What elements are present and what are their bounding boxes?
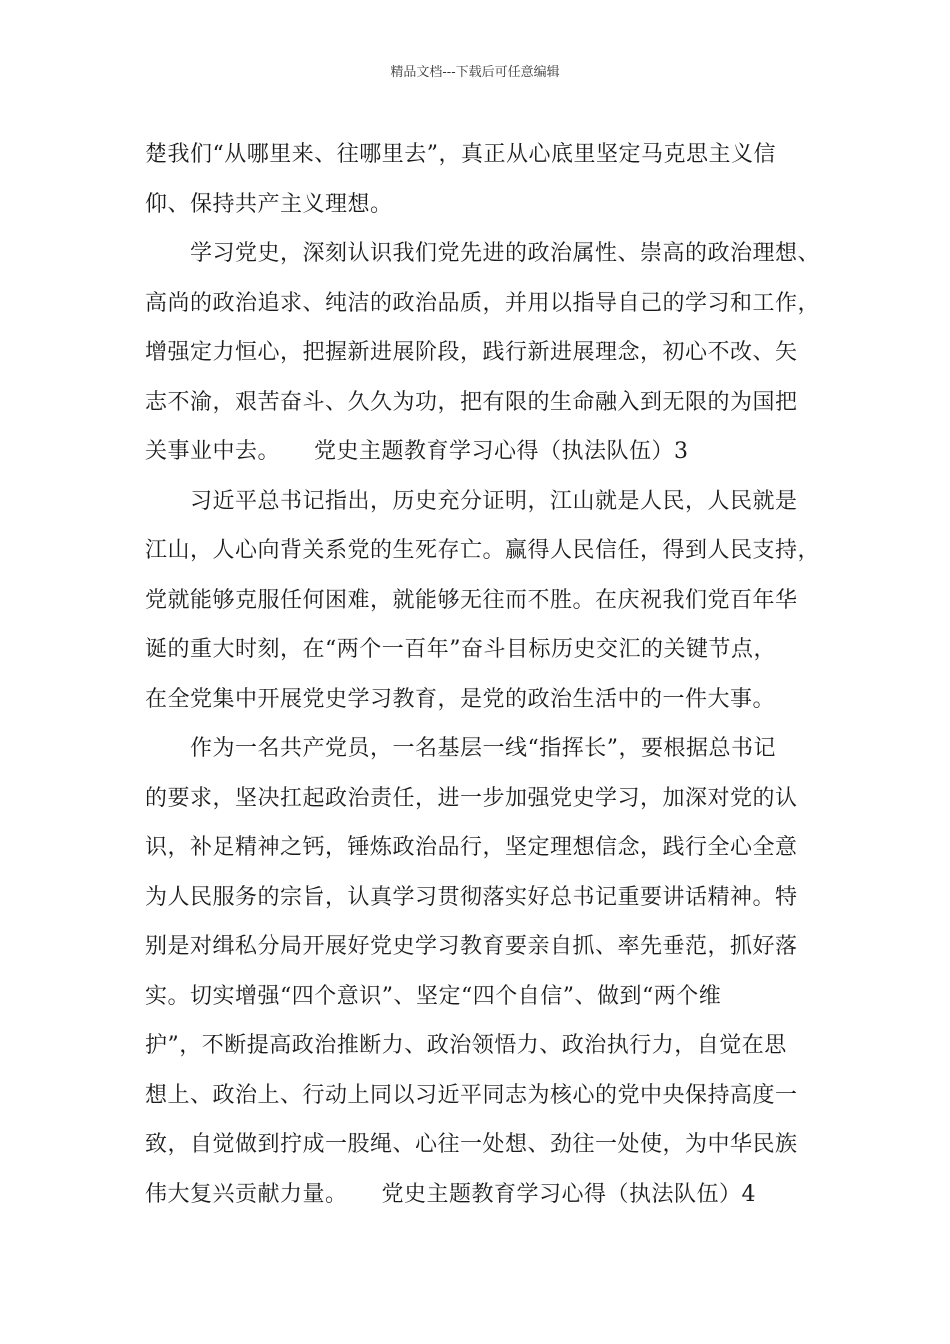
text-line: 致，自觉做到拧成一股绳、心往一处想、劲往一处使，为中华民族 xyxy=(145,1132,798,1157)
text-line: 别是对缉私分局开展好党史学习教育要亲自抓、率先垂范，抓好落 xyxy=(145,934,798,959)
text-line: 为人民服务的宗旨，认真学习贯彻落实好总书记重要讲话精神。特 xyxy=(145,884,798,910)
text-line: 仰、保持共产主义理想。 xyxy=(145,191,393,217)
page-header: 精品文档---下载后可任意编辑 xyxy=(390,65,560,80)
text-line: 识，补足精神之钙，锤炼政治品行，坚定理想信念，践行全心全意 xyxy=(145,835,798,860)
text-line: 在全党集中开展党史学习教育，是党的政治生活中的一件大事。 xyxy=(145,686,776,712)
text-line: 关事业中去。 党史主题教育学习心得（执法队伍）3 xyxy=(145,439,689,464)
text-line: 护”，不断提高政治推断力、政治领悟力、政治执行力，自觉在思 xyxy=(145,1033,787,1058)
text-line: 江山，人心向背关系党的生死存亡。赢得人民信任，得到人民支持， xyxy=(145,538,821,563)
text-line: 想上、政治上、行动上同以习近平同志为核心的党中央保持高度一 xyxy=(145,1082,798,1108)
text-line: 学习党史，深刻认识我们党先进的政治属性、崇高的政治理想、 xyxy=(145,241,821,266)
text-line: 实。切实增强“四个意识”、坚定“四个自信”、做到“两个维 xyxy=(145,983,722,1009)
text-line: 志不渝，艰苦奋斗、久久为功，把有限的生命融入到无限的为国把 xyxy=(145,389,798,415)
text-line: 伟大复兴贡献力量。 党史主题教育学习心得（执法队伍）4 xyxy=(145,1181,756,1207)
text-line: 作为一名共产党员，一名基层一线“指挥长”，要根据总书记 xyxy=(145,736,776,761)
text-line: 楚我们“从哪里来、往哪里去”，真正从心底里坚定马克思主义信 xyxy=(145,142,776,167)
text-line: 诞的重大时刻，在“两个一百年”奋斗目标历史交汇的关键节点， xyxy=(145,637,776,662)
text-line: 习近平总书记指出，历史充分证明，江山就是人民，人民就是 xyxy=(145,488,798,514)
text-line: 党就能够克服任何困难，就能够无往而不胜。在庆祝我们党百年华 xyxy=(145,587,798,613)
text-line: 高尚的政治追求、纯洁的政治品质，并用以指导自己的学习和工作， xyxy=(145,290,821,316)
text-line: 增强定力恒心，把握新进展阶段，践行新进展理念，初心不改、矢 xyxy=(145,340,798,365)
text-line: 的要求，坚决扛起政治责任，进一步加强党史学习，加深对党的认 xyxy=(145,785,798,811)
document-body xyxy=(145,130,821,1219)
